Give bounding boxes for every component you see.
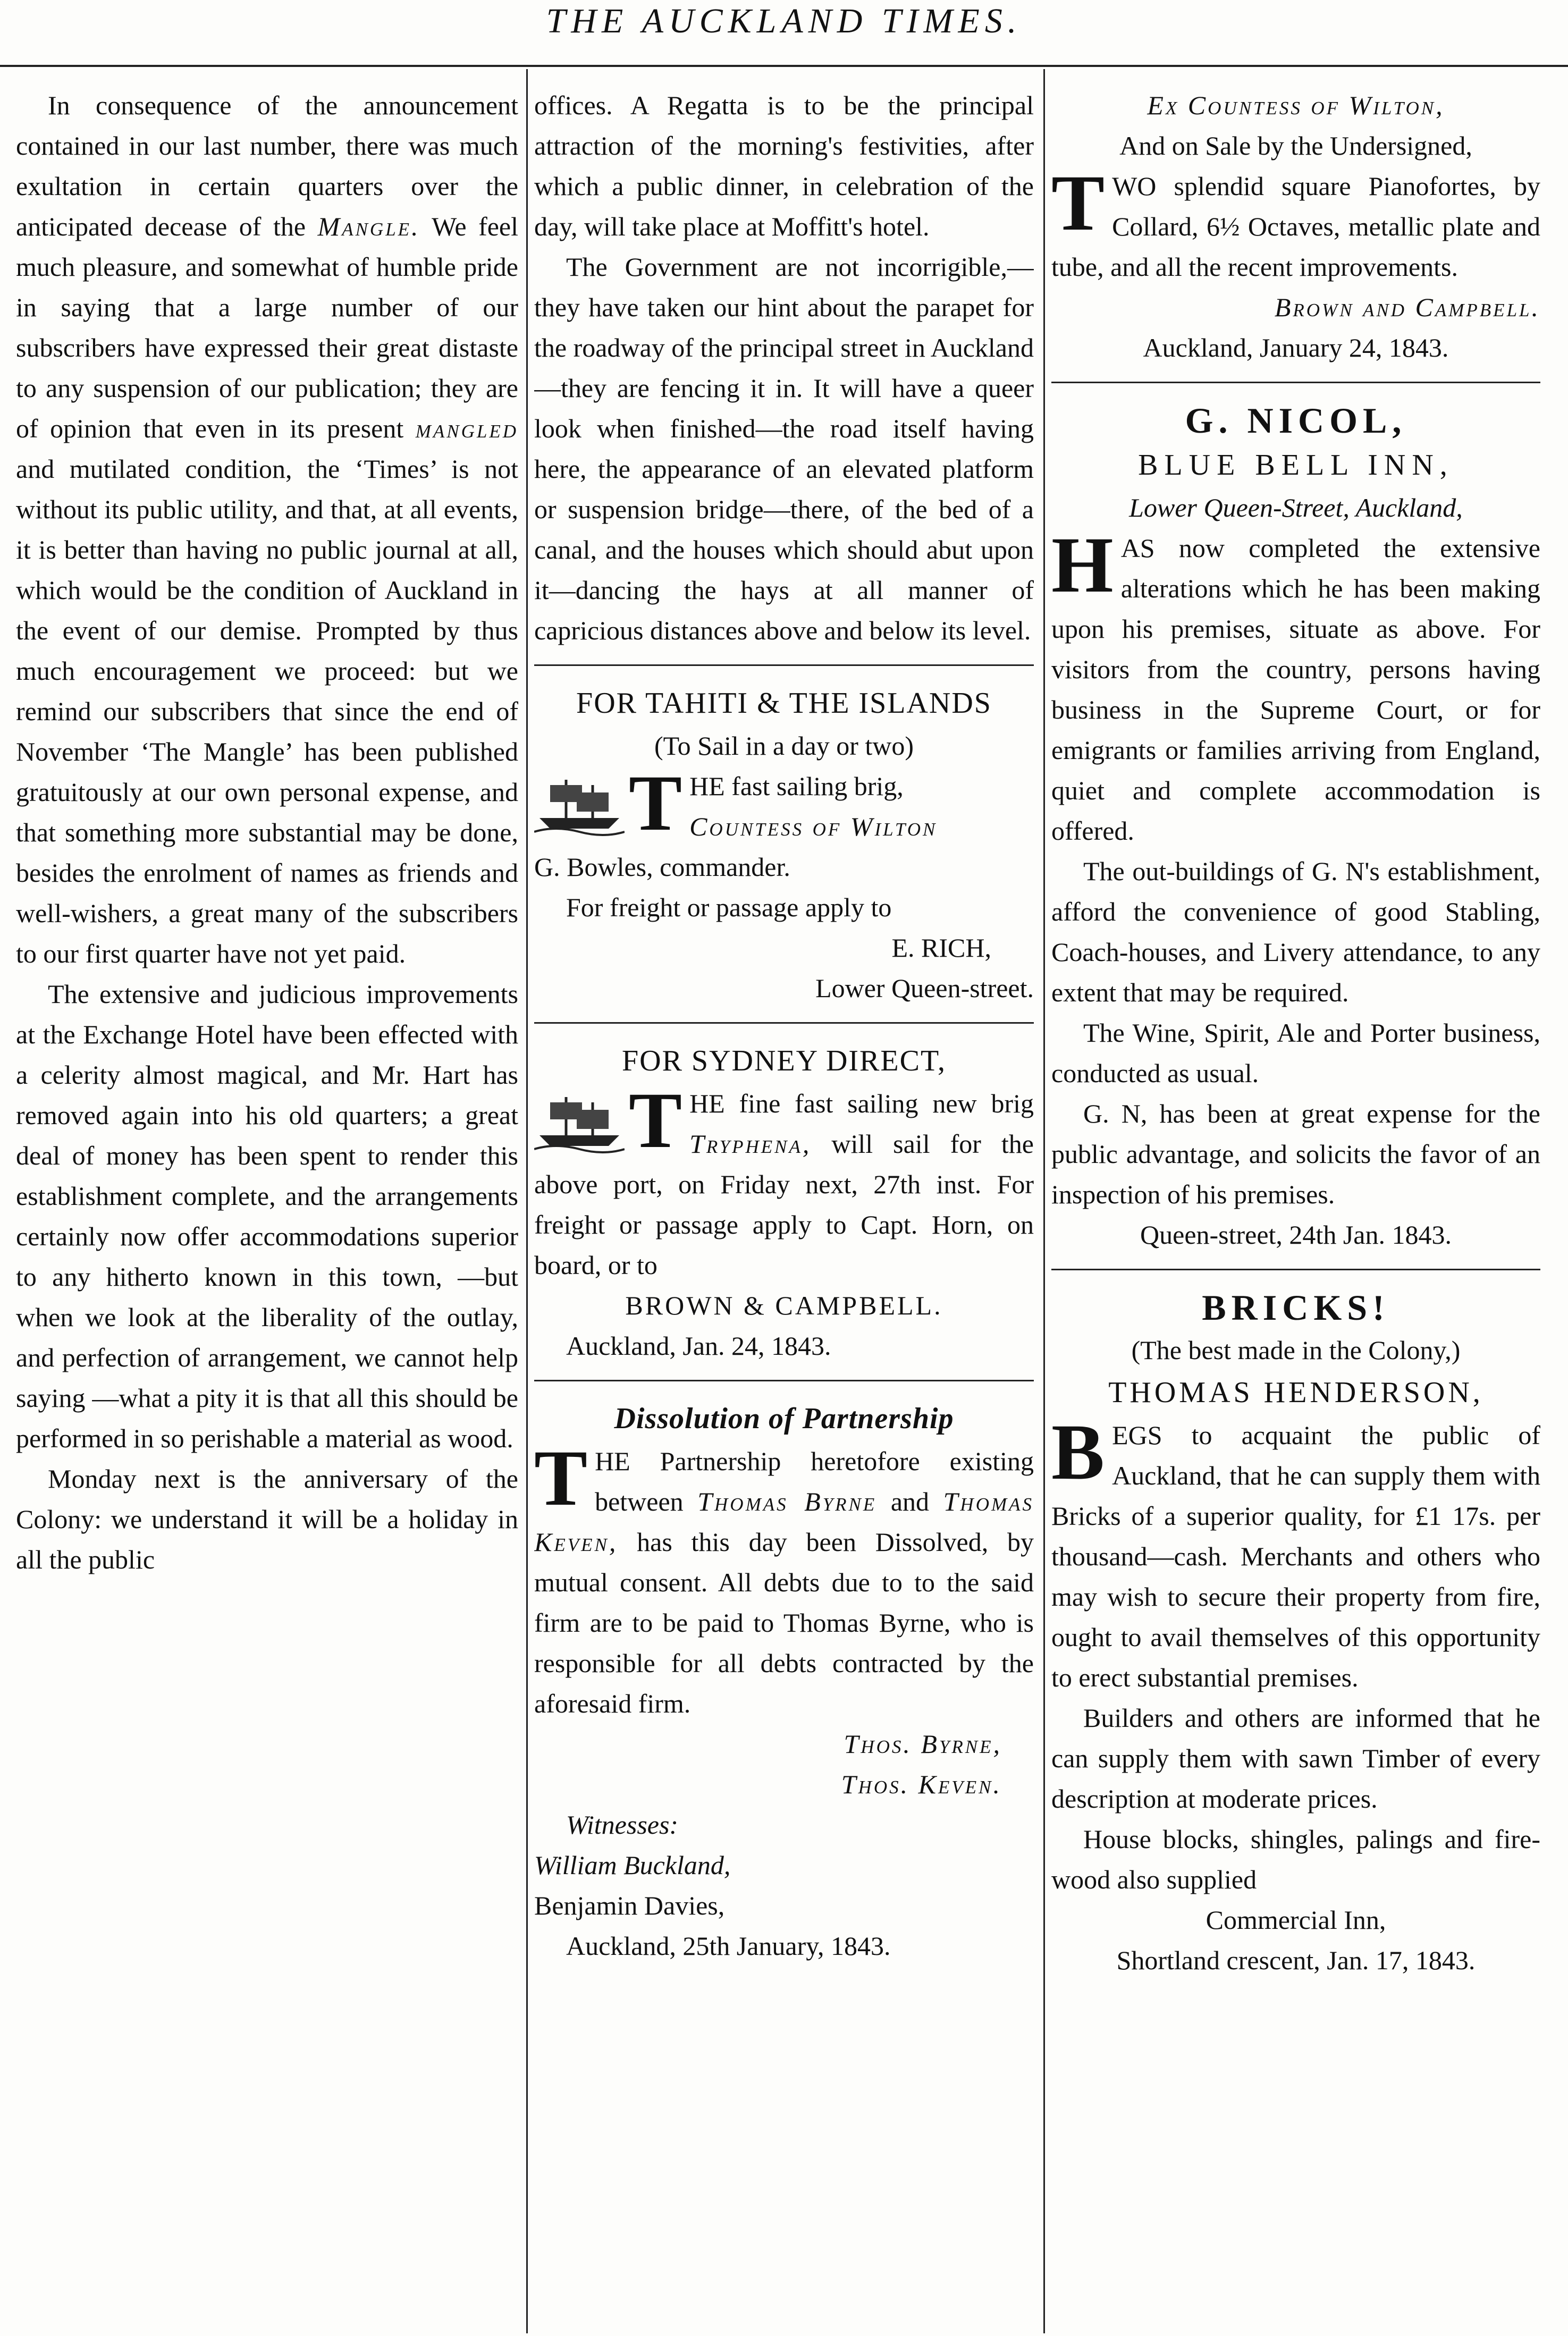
ad-title: BRICKS! [1202,1287,1390,1328]
ad-title: FOR TAHITI & THE ISLANDS [576,687,992,720]
ad-date: Auckland, 25th January, 1843. [566,1931,891,1961]
agent-name: E. RICH, [891,933,991,963]
article-text: We feel much pleasure, and somewhat of humble pride in saying that a large number of our subscribers have expressed their great distaste to any suspension of our publication; they are of opinion that even in its present [16,212,518,443]
masthead-rule [0,65,1568,67]
partner-name: Thomas Byrne [697,1487,877,1516]
article-subscribers [16,85,518,974]
ad-text: and [890,1487,930,1516]
inn-name: Commercial Inn, [1205,1905,1386,1935]
ship-name: Countess of Wilton [689,812,938,841]
masthead: THE AUCKLAND TIMES. [546,2,1022,40]
separator [534,1022,1034,1024]
ad-text: HE Partnership heretofore existing between [595,1446,1034,1516]
ad-dissolution [534,1391,1034,1966]
article-anniversary: Monday next is the anniversary of the Colony: we understand it will be a holiday in all the public [16,1464,518,1574]
ship-icon [534,769,625,837]
drop-cap: T [629,1076,682,1165]
ad-text: G. N, has been at great expense for the public advantage, and solicits the favor of an inspection of his premises. [1051,1099,1540,1209]
ad-text: The Wine, Spirit, Ale and Porter business, conducted as usual. [1051,1018,1540,1088]
separator [1051,382,1540,383]
article-text: and mutilated condition, the ‘Times’ is not without its public utility, and that, at all events, it is better than having no public journal at all, which would be the condition of Auckland in the event of our demise. Prompted by thus much encouragement we proceed: but we remind our subscribers that since the end of November ‘The Mangle’ has been published gratuitously at our own personal expense, and that something more substantial may be done, besides the enrolment of names as friends and well-wishers, a great many of the subscribers to our first quarter have not yet paid. [16,454,518,968]
column-rule-1 [526,69,528,2333]
witness-name: Benjamin Davies, [534,1891,725,1920]
ad-text: HE fast sailing brig, [689,771,904,801]
ad-blue-bell-inn [1051,393,1540,1255]
agent-name: BROWN & CAMPBELL. [625,1291,943,1320]
drop-cap: T [1051,159,1105,247]
drop-cap: T [534,1434,588,1522]
ad-title: Dissolution of Partnership [614,1402,954,1435]
article-text: In consequence of the announcement contained in our last number, there was much exultation in certain quarters over the anticipated decease of the [16,90,518,241]
signature: Thos. Keven. [841,1769,1002,1799]
ad-date: Shortland crescent, Jan. 17, 1843. [1116,1945,1476,1975]
witnesses-label: Witnesses: [566,1810,679,1840]
ad-text: WO splendid square Pianofortes, by Collard, 6½ Octaves, metallic plate and tube, and all the recent improvements. [1051,171,1540,282]
ship-icon [534,1086,625,1154]
ad-text: will sail for the above port, on Friday next, 27th inst. For freight or passage apply to Capt. Horn, on board, or to [534,1129,1034,1280]
ad-date: Auckland, January 24, 1843. [1143,333,1449,362]
ad-text: has this day been Dissolved, by mutual consent. All debts due to to the said firm are to be paid to Thomas Byrne, who is responsible for all debts contracted by the aforesaid firm. [534,1527,1034,1718]
ad-date: Queen-street, 24th Jan. 1843. [1140,1220,1452,1250]
ad-sydney [534,1033,1034,1366]
ad-tahiti [534,676,1034,1008]
ad-text: EGS to acquaint the public of Auckland, that he can supply them with Bricks of a superior quality, for £1 17s. per thousand—cash. Merchants and others who may wish to secure their property from fire, ought to avail themselves of this opportunity to erect substantial premises. [1051,1420,1540,1692]
column-1 [16,85,518,2333]
agent-address: Lower Queen-street. [815,973,1034,1003]
ad-subtitle: BLUE BELL INN, [1138,449,1454,482]
signature: Thos. Byrne, [844,1729,1002,1759]
ad-pianofortes [1051,85,1540,368]
ad-address: Lower Queen-Street, Auckland, [1129,493,1463,522]
column-3 [1051,85,1540,2333]
ad-subtitle: (The best made in the Colony,) [1131,1335,1461,1365]
ship-name: Tryphena, [689,1129,812,1159]
merchant-name: THOMAS HENDERSON, [1108,1376,1483,1409]
signature: Brown and Campbell. [1274,292,1540,322]
separator [1051,1269,1540,1270]
ad-subtitle: (To Sail in a day or two) [654,731,914,761]
ad-text: House blocks, shingles, palings and fire-wood also supplied [1051,1824,1540,1894]
ad-heading: Ex Countess of Wilton, [1147,90,1445,120]
column-rule-2 [1043,69,1045,2333]
ad-text: For freight or passage apply to [566,892,892,922]
drop-cap: B [1051,1408,1105,1496]
ad-date: Auckland, Jan. 24, 1843. [566,1331,831,1361]
mangled-word: mangled [415,414,518,443]
ad-bricks [1051,1280,1540,1980]
drop-cap: T [629,759,682,847]
ad-text: Builders and others are informed that he can supply them with sawn Timber of every description at moderate prices. [1051,1703,1540,1814]
drop-cap: H [1051,521,1114,609]
ad-title: FOR SYDNEY DIRECT, [621,1044,947,1077]
ad-text: HE fine fast sailing new brig [689,1089,1034,1118]
article-government: The Government are not incorrigible,—they have taken our hint about the parapet for the roadway of the principal street in Auckland—they are fencing it in. It will have a queer look when finished—the road itself having here, the appearance of an elevated platform or suspension bridge—there, of the bed of a canal, and the houses which should abut upon it—dancing the hays at all manner of capricious distances above and below its level. [534,252,1034,645]
partner-name: Thomas Keven, [534,1487,1034,1557]
ad-text: G. Bowles, commander. [534,852,790,882]
ad-text: The out-buildings of G. N's establishment, afford the convenience of good Stabling, Coach-houses, and Livery attendance, to any extent that may be required. [1051,856,1540,1007]
separator [534,1380,1034,1381]
mangle-title: Mangle. [317,212,420,241]
ad-title: G. NICOL, [1185,400,1407,441]
column-2 [534,85,1034,2333]
separator [534,664,1034,666]
article-regatta: offices. A Regatta is to be the principal attraction of the morning's festivities, after which a public dinner, in celebration of the day, will take place at Moffitt's hotel. [534,90,1034,241]
article-exchange-hotel: The extensive and judicious improvements at the Exchange Hotel have been effected with a celerity almost magical, and Mr. Hart has removed again into his old quarters; a great deal of money has been spent to render this establishment complete, and the arrangements certainly now offer accommodations superior to any hitherto known in this town, —but when we look at the liberality of the outlay, and perfection of arrangement, we cannot help saying —what a pity it is that all this should be performed in so perishable a material as wood. [16,979,518,1453]
ad-subheading: And on Sale by the Undersigned, [1119,131,1472,161]
witness-name: William Buckland, [534,1850,731,1880]
ad-text: AS now completed the extensive alterations which he has been making upon his premises, situate as above. For visitors from the country, persons having business in the Supreme Court, or for emigrants or families arriving from England, quiet and complete accommodation is offered. [1051,533,1540,846]
